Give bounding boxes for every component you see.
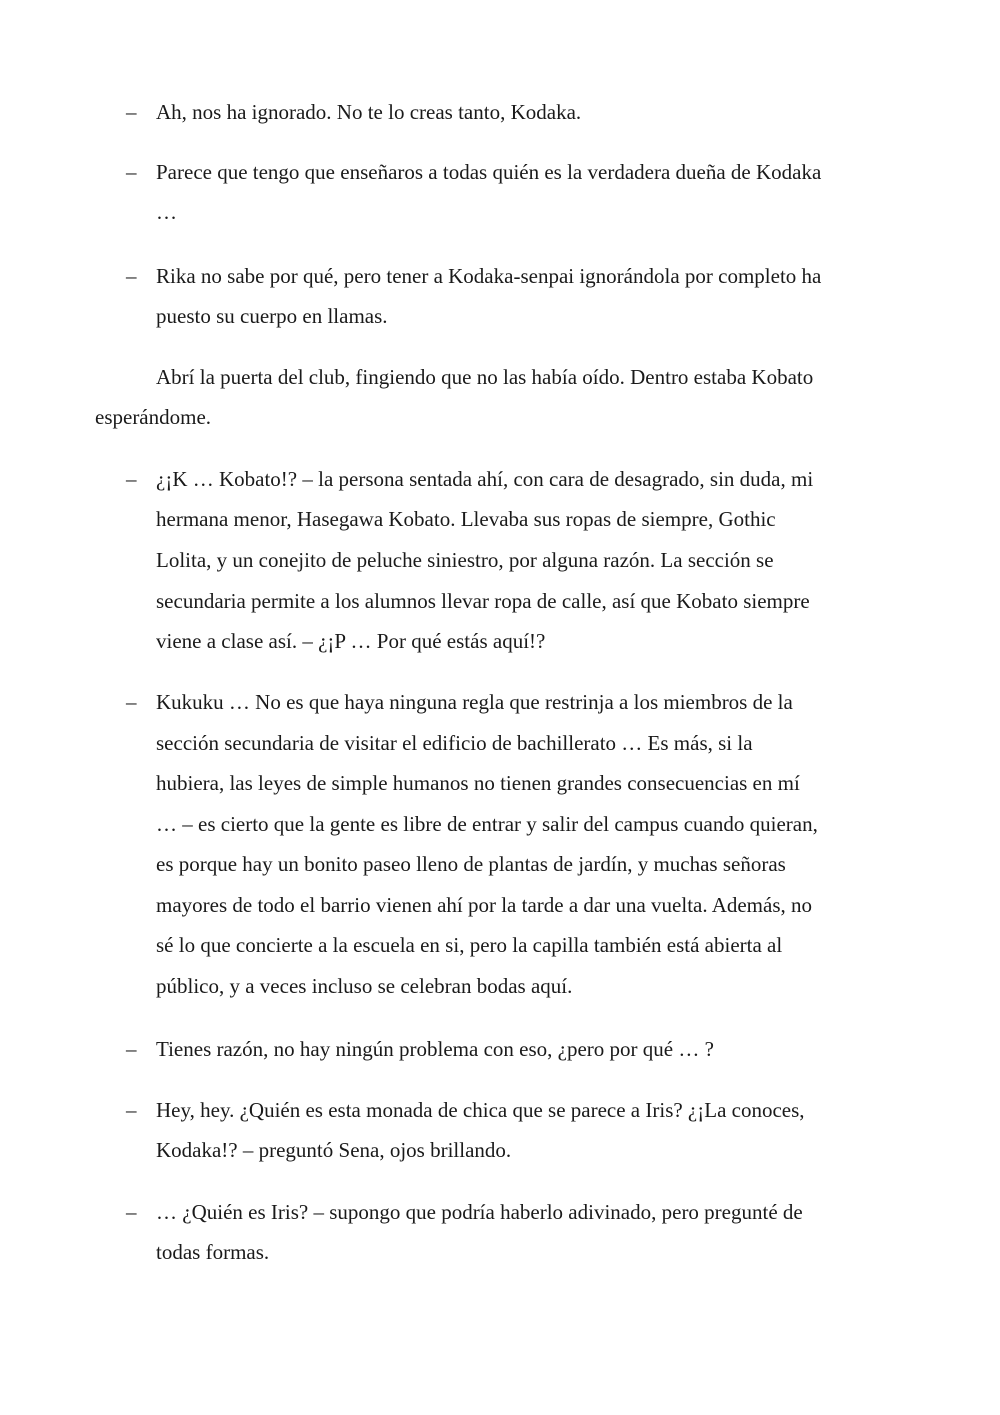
text-line: Ah, nos ha ignorado. No te lo creas tanto, Kodaka. [156,100,582,124]
text-line: ¿¡K … Kobato!? – la persona sentada ahí, con cara de desagrado, sin duda, mi [156,467,814,491]
text-line: Rika no sabe por qué, pero tener a Kodaka-senpai ignorándola por completo ha [156,264,822,288]
text-line: hubiera, las leyes de simple humanos no tienen grandes consecuencias en mí [156,771,800,795]
text-line: Kukuku … No es que haya ninguna regla que restrinja a los miembros de la [156,690,793,714]
dialogue-dash: – [126,1037,137,1061]
text-line: … [156,200,177,224]
dialogue-dash: – [126,690,137,714]
text-line: puesto su cuerpo en llamas. [156,304,388,328]
text-line: Tienes razón, no hay ningún problema con eso, ¿pero por qué … ? [156,1037,714,1061]
text-line: viene a clase así. – ¿¡P … Por qué estás aquí!? [156,629,546,653]
dialogue-dash: – [126,1200,137,1224]
text-line: Parece que tengo que enseñaros a todas quién es la verdadera dueña de Kodaka [156,160,822,184]
text-line: sé lo que concierte a la escuela en si, pero la capilla también está abierta al [156,933,783,957]
text-line: Kodaka!? – preguntó Sena, ojos brillando. [156,1138,512,1162]
dialogue-dash: – [126,100,137,124]
text-line: todas formas. [156,1240,270,1264]
text-line: mayores de todo el barrio vienen ahí por la tarde a dar una vuelta. Además, no [156,893,813,917]
text-line: sección secundaria de visitar el edificio de bachillerato … Es más, si la [156,731,753,755]
text-line: Lolita, y un conejito de peluche siniestro, por alguna razón. La sección se [156,548,774,572]
dialogue-dash: – [126,1098,137,1122]
dialogue-dash: – [126,264,137,288]
text-line: Hey, hey. ¿Quién es esta monada de chica que se parece a Iris? ¿¡La conoces, [156,1098,805,1122]
text-line: Abrí la puerta del club, fingiendo que no las había oído. Dentro estaba Kobato [156,365,814,389]
text-line: esperándome. [95,405,212,429]
text-line: secundaria permite a los alumnos llevar ropa de calle, así que Kobato siempre [156,589,810,613]
text-line: … – es cierto que la gente es libre de entrar y salir del campus cuando quieran, [156,812,818,836]
dialogue-dash: – [126,160,137,184]
text-line: hermana menor, Hasegawa Kobato. Llevaba sus ropas de siempre, Gothic [156,507,776,531]
text-line: … ¿Quién es Iris? – supongo que podría haberlo adivinado, pero pregunté de [156,1200,803,1224]
dialogue-dash: – [126,467,137,491]
text-line: público, y a veces incluso se celebran bodas aquí. [156,974,573,998]
text-line: es porque hay un bonito paseo lleno de plantas de jardín, y muchas señoras [156,852,786,876]
